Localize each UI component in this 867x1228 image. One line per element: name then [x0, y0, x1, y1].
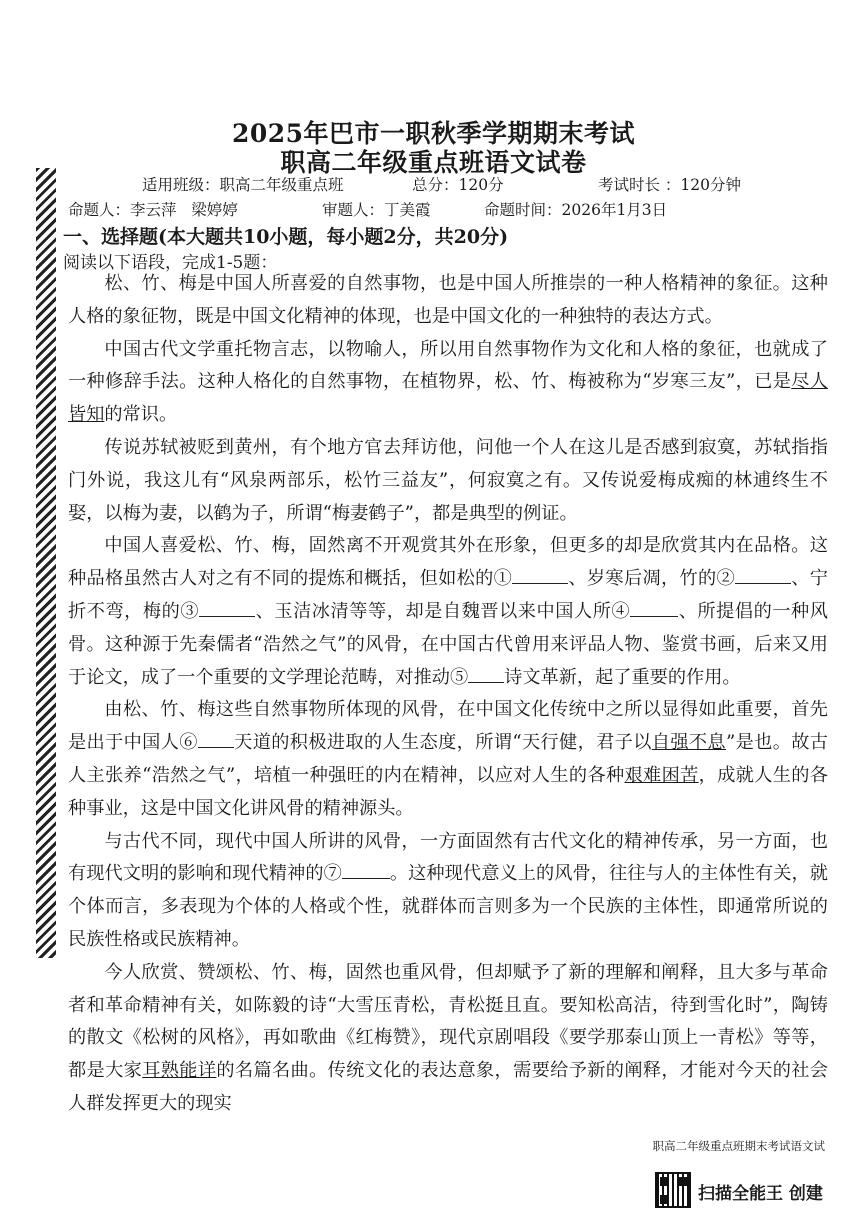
paragraph-1: 松、竹、梅是中国人所喜爱的自然事物，也是中国人所推崇的一种人格精神的象征。这种人格的象征物，既是中国文化精神的体现，也是中国文化的一种独特的表达方式。 [68, 273, 828, 327]
paragraph-7: 今人欣赏、赞颂松、竹、梅，固然也重风骨，但却赋予了新的理解和阐释，且大多与革命者和革命精神有关，如陈毅的诗“大雪压青松，青松挺且直。要知松高洁，待到雪化时”，陶铸的散文《松树的风格》，再如歌曲《红梅赞》，现代京剧唱段《要学那泰山顶上一青松》等等，都是大家耳熟能详的名篇名曲。传统文化的表达意象，需要给予新的阐释，才能对今天的社会人群发挥更大的现实 [68, 961, 828, 1114]
paragraph-5: 由松、竹、梅这些自然事物所体现的风骨，在中国文化传统中之所以显得如此重要，首先是出于中国人⑥ 天道的积极进取的人生态度，所谓“天行健，君子以自强不息”是也。故古人主张养“浩然之气”，培植一种强旺的内在精神，以应对人生的各种艰难困苦，成就人生的各种事业，这是中国文化讲风骨的精神源头。 [68, 699, 828, 819]
paragraph-4: 中国人喜爱松、竹、梅，固然离不开观赏其外在形象，但更多的却是欣赏其内在品格。这种品格虽然古人对之有不同的提炼和概括，但如松的① 、岁寒后凋，竹的② 、宁折不弯，梅的③ 、玉洁冰清等等，却是自魏晋以来中国人所④ 、所提倡的一种风骨。这种源于先秦儒者“浩然之气”的风骨，在中国古代曾用来评品人物、鉴赏书画，后来又用于论文，成了一个重要的文学理论范畴，对推动⑤ 诗文革新，起了重要的作用。 [68, 535, 828, 688]
paragraph-2: 中国古代文学重托物言志，以物喻人，所以用自然事物作为文化和人格的象征，也就成了一种修辞手法。这种人格化的自然事物，在植物界，松、竹、梅被称为“岁寒三友”，已是尽人皆知的常识。 [68, 338, 828, 426]
exam-title: 2025年巴市一职秋季学期期末考试 [231, 119, 636, 148]
blank-4 [630, 597, 678, 617]
blank-2 [735, 564, 791, 584]
blank-3 [199, 597, 255, 617]
qr-code-icon [655, 1172, 691, 1208]
blank-7 [342, 859, 390, 879]
section-title: 一、选择题(本大题共10小题，每小题2分，共20分) [63, 226, 509, 248]
paragraph-6: 与古代不同，现代中国人所讲的风骨，一方面固然有古代文化的精神传承，另一方面，也有现代文明的影响和现代精神的⑦ 。这种现代意义上的风骨，往往与人的主体性有关，就个体而言，多表现为个体的人格或个性，就群体而言则多为一个民族的主体性，即通常所说的民族性格或民族精神。 [68, 830, 828, 950]
applicable-class: 适用班级：职高二年级重点班 [142, 176, 344, 194]
total-score: 总分：120分 [412, 176, 504, 194]
reviewer: 审题人：丁美霞 [322, 201, 431, 219]
underlined-idiom: 尽人皆知 [68, 371, 828, 426]
paragraph-3: 传说苏轼被贬到黄州，有个地方官去拜访他，问他一个人在这儿是否感到寂寞，苏轼指指门外说，我这儿有“风泉两部乐，松竹三益友”，何寂寞之有。又传说爱梅成痴的林逋终生不娶，以梅为妻，以鹤为子，所谓“梅妻鹤子”，都是典型的例证。 [68, 436, 828, 524]
underlined-idiom: 自强不息 [651, 732, 726, 754]
blank-6 [198, 728, 234, 748]
page-footer: 职高二年级重点班期末考试语文试 [652, 1139, 825, 1153]
setting-date: 命题时间：2026年1月3日 [484, 201, 668, 219]
section-intro: 阅读以下语段，完成1-5题： [63, 253, 278, 273]
blank-1 [512, 564, 568, 584]
scanner-watermark: 扫描全能王 创建 [698, 1184, 823, 1204]
underlined-idiom: 艰难困苦 [624, 764, 699, 786]
exam-subtitle: 职高二年级重点班语文试卷 [280, 148, 587, 177]
exam-duration: 考试时长 ：120分钟 [598, 176, 742, 194]
reading-passage [68, 268, 828, 1121]
underlined-idiom: 耳熟能详 [142, 1060, 217, 1082]
question-setter: 命题人：李云萍 梁婷婷 [68, 201, 238, 219]
binding-strip [36, 168, 56, 958]
blank-5 [468, 662, 504, 682]
